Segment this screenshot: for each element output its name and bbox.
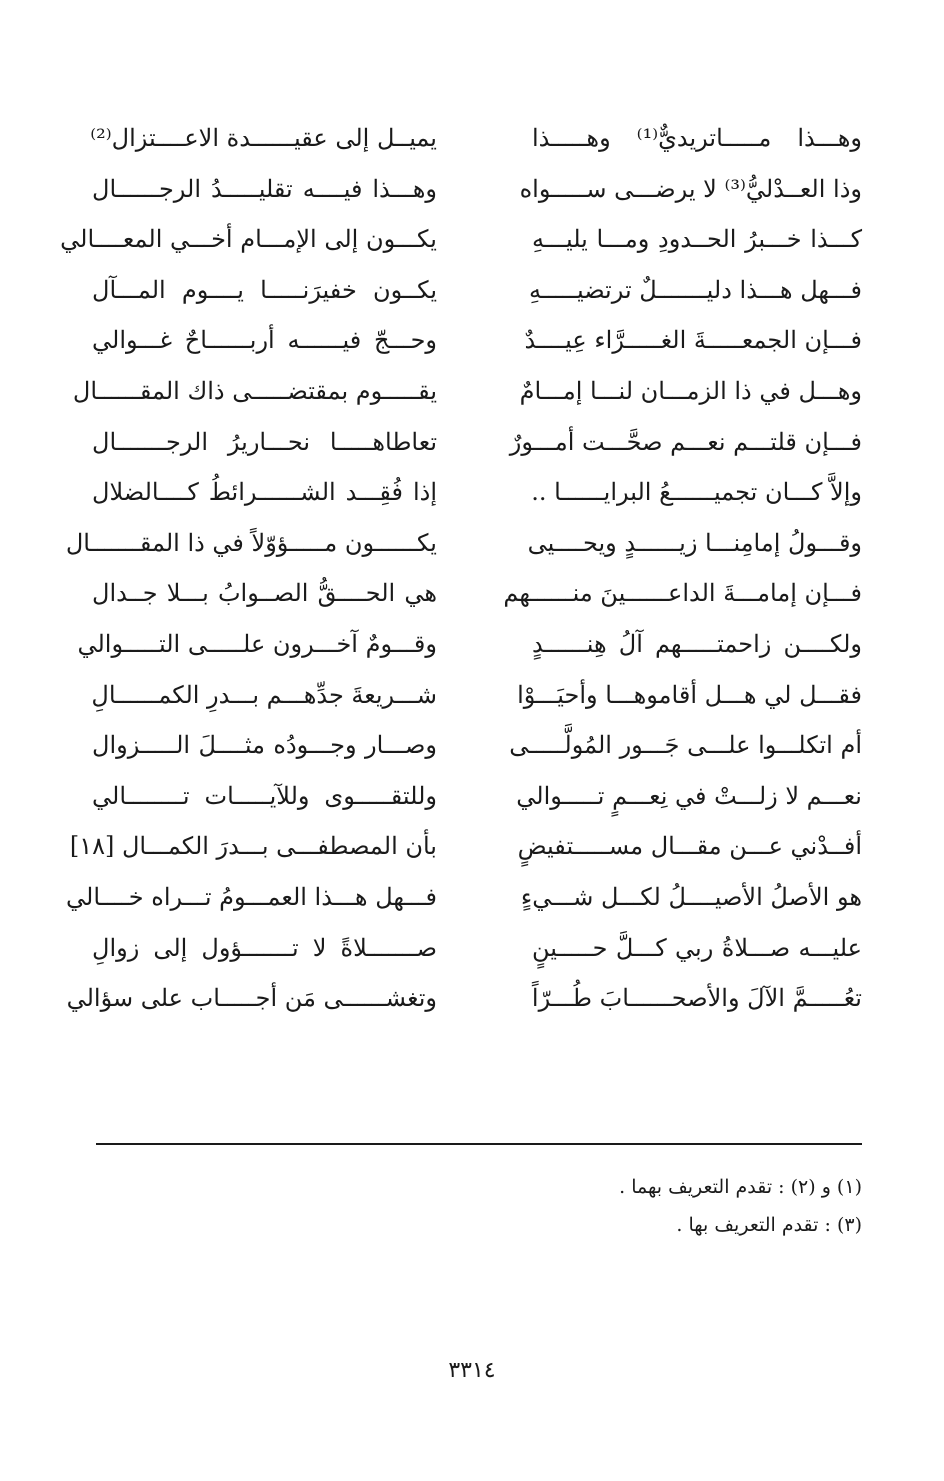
verse-second-hemistich: إذا فُقِـــد الشــــــرائطُ كــــالضلال bbox=[92, 478, 437, 507]
verse-first-hemistich: فـــإن إمامـــةَ الداعــــــينَ منــــــهم bbox=[503, 579, 862, 608]
verse-second-hemistich: بأن المصطفـــى بـــدرَ الكمـــال [١٨] bbox=[69, 832, 437, 861]
verse-second-hemistich: فـــهل هـــذا العمـــومُ تـــراه خــــالي bbox=[66, 883, 437, 911]
verse-line bbox=[82, 416, 862, 468]
verse-second-hemistich: وتغشــــــى مَن أجـــــاب على سؤالي bbox=[66, 984, 437, 1013]
verse-first-hemistich: فـــإن الجمعـــــةَ الغـــــرَّاء عِيــــدٌ bbox=[524, 326, 862, 355]
footnotes bbox=[102, 1168, 862, 1244]
verse-line bbox=[60, 213, 862, 265]
verse-line bbox=[66, 972, 862, 1024]
verse-line bbox=[82, 719, 862, 771]
verse-first-hemistich: نعـــم لا زلـــتْ في نِعـــمٍ تـــــوالي bbox=[516, 781, 862, 810]
verse-second-hemistich: وللتقـــــوى وللآيـــــات تــــــــالي bbox=[92, 781, 437, 810]
verse-line bbox=[69, 820, 862, 872]
poem-verses bbox=[60, 112, 862, 1013]
verse-first-hemistich: فـــإن قلتـــم نعـــم صحَّـــت أمـــورٌ bbox=[509, 427, 862, 456]
verse-first-hemistich: فقـــل لي هـــل أقاموهـــا وأحيَـــوْا bbox=[517, 680, 862, 709]
verse-second-hemistich: وصـــار وجـــودُه مثــــلَ الـــــزوال bbox=[92, 731, 437, 760]
verse-first-hemistich: أم اتكلـــوا علـــى جَـــور المُولَّـــــى bbox=[509, 731, 862, 760]
footnote: (٣) : تقدم التعريف بها . bbox=[676, 1214, 862, 1236]
verse-second-hemistich: يميــل إلى عقيــــــدة الاعــــتزال⁽²⁾ bbox=[90, 124, 437, 152]
verse-first-hemistich: عليـــه صـــلاةُ ربي كـــلَّ حـــــينٍ bbox=[532, 933, 862, 962]
verse-second-hemistich: هي الحــــقُّ الصــوابُ بـــلا جــدال bbox=[92, 579, 437, 608]
verse-first-hemistich: وذا العــدْليُّ⁽³⁾ لا يرضـــى ســـــواه bbox=[519, 174, 862, 203]
verse-line bbox=[82, 264, 862, 316]
verse-line bbox=[82, 163, 862, 215]
verse-line bbox=[82, 669, 862, 721]
verse-first-hemistich: كـــذا خـــبرُ الحــدودِ ومـــا يليـــهِ bbox=[532, 225, 862, 254]
verse-first-hemistich: وهـــل في ذا الزمـــان لنـــا إمـــامٌ bbox=[519, 377, 862, 405]
verse-first-hemistich: وهـــذا مـــــاتريديٌّ⁽¹⁾ وهـــــذا bbox=[532, 124, 862, 152]
verse-line bbox=[65, 517, 862, 569]
verse-first-hemistich: وإلاَّ كـــان تجميــــــعُ البرايــــــا .. bbox=[531, 478, 862, 507]
verse-second-hemistich: يكــــــون مـــــؤوّلاً في ذا المقـــــــال bbox=[65, 528, 437, 557]
verse-line bbox=[82, 314, 862, 366]
verse-second-hemistich: وحـــجّ فيــــــه أربــــــاحٌ غـــوالي bbox=[92, 326, 437, 355]
verse-second-hemistich: وقـــومٌ آخـــرون علـــــى التـــــوالي bbox=[77, 630, 437, 658]
verse-first-hemistich: ولكــــن زاحمتـــــهم آلُ هِنــــــدٍ bbox=[532, 630, 862, 658]
verse-line bbox=[66, 871, 862, 923]
verse-line bbox=[77, 618, 862, 670]
verse-line bbox=[82, 466, 862, 518]
page-number: ٣٣١٤ bbox=[448, 1358, 496, 1383]
verse-second-hemistich: يكــون خفيرَنـــــا يــــوم المـــآل bbox=[92, 275, 437, 304]
verse-line bbox=[82, 112, 862, 164]
verse-second-hemistich: تعاطاهـــــا نحـــاريرُ الرجـــــــال bbox=[92, 427, 437, 456]
verse-second-hemistich: يقـــــوم بمقتضـــــى ذاك المقــــــال bbox=[72, 377, 437, 405]
footnote: (١) و (٢) : تقدم التعريف بهما . bbox=[619, 1176, 862, 1198]
verse-first-hemistich: وقـــولُ إمامِنـــا زيــــــدٍ ويحــــيى bbox=[527, 528, 862, 557]
verse-line bbox=[72, 365, 862, 417]
verse-first-hemistich: هو الأصلُ الأصيــــلُ لكـــل شـــيءٍ bbox=[520, 883, 862, 911]
verse-first-hemistich: تعُـــــمَّ الآلَ والأصحــــــابَ طُـــرّاً bbox=[531, 984, 862, 1013]
verse-line bbox=[82, 922, 862, 974]
footnote-separator bbox=[96, 1143, 862, 1145]
verse-second-hemistich: صـــــــلاةً لا تـــــــؤول إلى زوالِ bbox=[92, 933, 437, 962]
verse-line bbox=[82, 770, 862, 822]
verse-first-hemistich: أفــدْني عـــن مقـــال مســـــتفيضٍ bbox=[517, 832, 862, 861]
verse-second-hemistich: شـــريعةَ جدِّهـــم بـــدرِ الكمــــــالِ bbox=[91, 680, 437, 709]
verse-second-hemistich: يكـــون إلى الإمـــام أخـــي المعــــالي bbox=[60, 225, 437, 254]
verse-line bbox=[82, 567, 862, 619]
verse-first-hemistich: فـــهل هـــذا دليـــــــلٌ ترتضيـــــهِ bbox=[528, 275, 862, 304]
verse-second-hemistich: وهـــذا فيــــه تقليـــــدُ الرجــــــال bbox=[92, 174, 437, 203]
